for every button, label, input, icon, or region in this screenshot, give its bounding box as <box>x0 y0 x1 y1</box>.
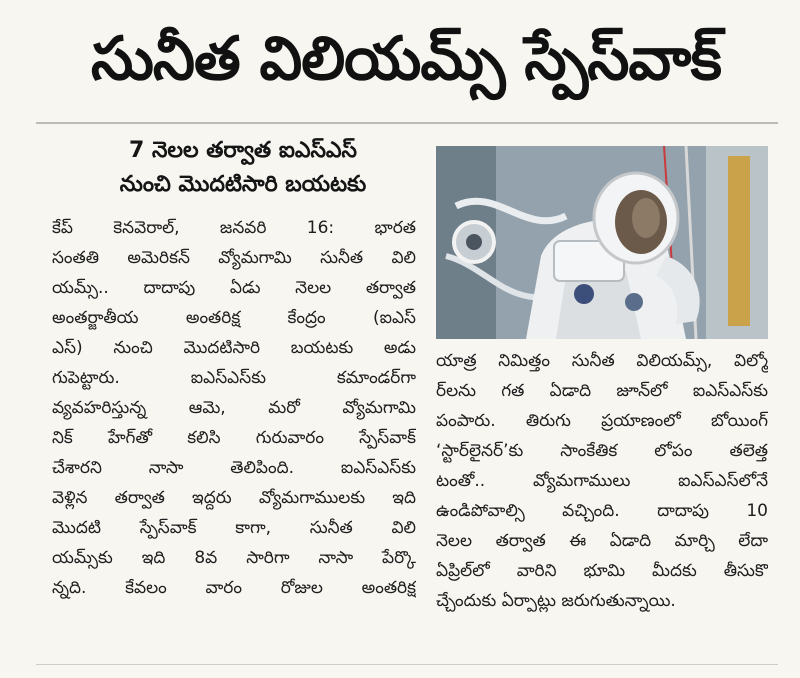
text-line: వ్యవహరిస్తున్న ఆమె, మరో వ్యోమగామి <box>52 398 416 418</box>
text-line: యాత్ర నిమిత్తం సునీత విలియమ్స్‌, విల్మో <box>436 351 768 371</box>
text-line: ‘స్టార్‌లైనర్‌’కు సాంకేతిక లోపం తలెత్త <box>436 441 768 461</box>
headline-divider <box>36 122 778 124</box>
text-line: ఏప్రిల్‌లో వారిని భూమి మీదకు తీసుకొ <box>436 561 768 581</box>
text-line: ఉండిపోవాల్సి వచ్చింది. దాదాపు 10 <box>436 501 768 521</box>
article-column-left <box>52 213 416 603</box>
text-line: యమ్స్‌.. దాదాపు ఏడు నెలల తర్వాత <box>52 278 416 298</box>
astronaut-illustration <box>436 146 768 339</box>
text-line: వెళ్లిన తర్వాత ఇద్దరు వ్యోమగాములకు ఇది <box>52 488 416 508</box>
text-line: యమ్స్‌కు ఇది 8వ సారిగా నాసా పేర్కొ <box>52 548 416 568</box>
subheadline <box>70 134 416 202</box>
astronaut-photo <box>436 146 768 339</box>
text-line: న్నది. కేవలం వారం రోజుల అంతరిక్ష <box>52 578 416 598</box>
text-line: సంతతి అమెరికన్‌ వ్యోమగామి సునీత విలి <box>52 248 416 268</box>
text-line: చ్చేందుకు ఏర్పాట్లు జరుగుతున్నాయి. <box>436 591 676 611</box>
text-line: కేప్‌ కెనవెరాల్‌, జనవరి 16: భారత <box>52 218 416 238</box>
text-line: చేశారని నాసా తెలిపింది. ఐఎస్‌ఎస్‌కు <box>52 458 416 478</box>
text-line: నిక్‌ హేగ్‌తో కలిసి గురువారం స్పేస్‌వాక్‌ <box>52 428 416 448</box>
text-line: గుపెట్టారు. ఐఎస్‌ఎస్‌కు కమాండర్‌గా <box>52 368 416 388</box>
text-line: మొదటి స్పేస్‌వాక్‌ కాగా, సునీత విలి <box>52 518 416 538</box>
text-line: ఎస్‌) నుంచి మొదటిసారి బయటకు అడు <box>52 338 416 358</box>
headline: సునీత విలియమ్స్‌ స్పేస్‌వాక్‌ <box>90 24 722 94</box>
text-line: ర్‌లను గత ఏడాది జూన్‌లో ఐఎస్‌ఎస్‌కు <box>436 381 768 401</box>
bottom-divider <box>36 664 778 665</box>
text-line: నెలల తర్వాత ఈ ఏడాది మార్చి లేదా <box>436 531 768 551</box>
subheadline-line-2: నుంచి మొదటిసారి బయటకు <box>119 172 367 197</box>
text-line: పంపారు. తిరుగు ప్రయాణంలో బోయింగ్‌ <box>436 411 768 431</box>
subheadline-line-1: 7 నెలల తర్వాత ఐఎస్‌ఎస్‌ <box>128 138 357 163</box>
text-line: అంతర్జాతీయ అంతరిక్ష కేంద్రం (ఐఎస్‌ <box>52 308 416 328</box>
article-column-right <box>436 346 768 616</box>
text-line: టంతో.. వ్యోమగాములు ఐఎస్‌ఎస్‌లోనే <box>436 471 768 491</box>
